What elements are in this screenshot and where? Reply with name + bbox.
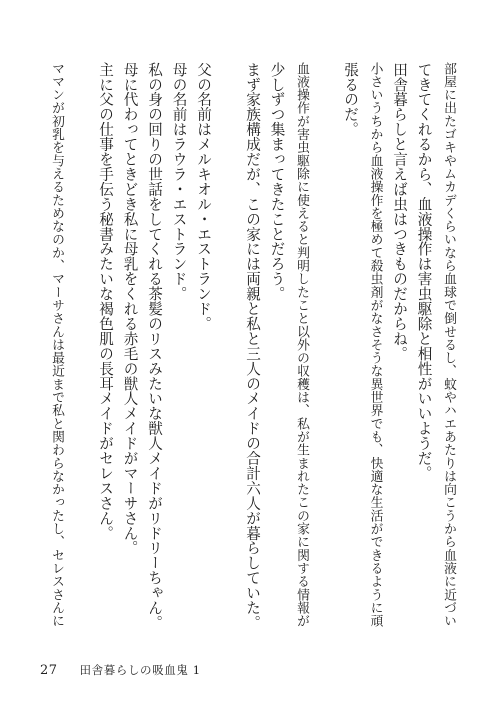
- blank-line: [215, 62, 240, 632]
- text-line: 私の身の回りの世話をしてくれる茶髪のリスみたいな獣人メイドがリドリーちゃん。: [146, 62, 163, 631]
- body-text: [44, 62, 461, 632]
- text-line: 部屋に出たゴキやムカデくらいなら血球で倒せるし、蚊やハエあたりは向こうから血液に近づい: [441, 62, 456, 628]
- text-line: まず家族構成だが、この家には両親と私と三人のメイドの合計六人が暮らしていた。: [244, 62, 261, 631]
- text-line: てきてくれるから、血液操作は害虫駆除と相性がいいようだ。: [415, 62, 433, 481]
- page-number: 27: [40, 663, 58, 678]
- text-line: 母の名前はラウラ・エストランド。: [170, 62, 188, 302]
- page-footer: [40, 662, 201, 678]
- text-line: 少しずつ集まってきたことだろう。: [268, 62, 286, 302]
- text-line: 主に父の仕事を手伝う秘書みたいな褐色肌の長耳メイドがセレスさん。: [97, 62, 114, 541]
- running-head: 田舎暮らしの吸血鬼 1: [79, 663, 201, 677]
- text-line: ママンが初乳を与えるためなのか、マーサさんは最近まで私と関わらなかったし、セレスさんに: [49, 62, 64, 628]
- text-line: 張るのだ。: [342, 62, 359, 137]
- text-line: 母に代わってときどき私に母乳をくれる赤毛の獣人メイドがマーサさん。: [121, 62, 139, 556]
- text-line: 田舎暮らしと言えば虫はつきものだからね。: [391, 62, 408, 361]
- text-line: 小さいうちから血液操作を極めて殺虫剤がなさそうな異世界でも、快適な生活ができるように頑: [367, 62, 383, 628]
- blank-line: [68, 62, 93, 632]
- text-line: 父の名前はメルキオル・エストランド。: [195, 62, 212, 332]
- text-line: 血液操作が害虫駆除に使えると判明したこと以外の収穫は、私が生まれたこの家に関する情報が: [294, 62, 309, 628]
- blank-line: [313, 62, 338, 632]
